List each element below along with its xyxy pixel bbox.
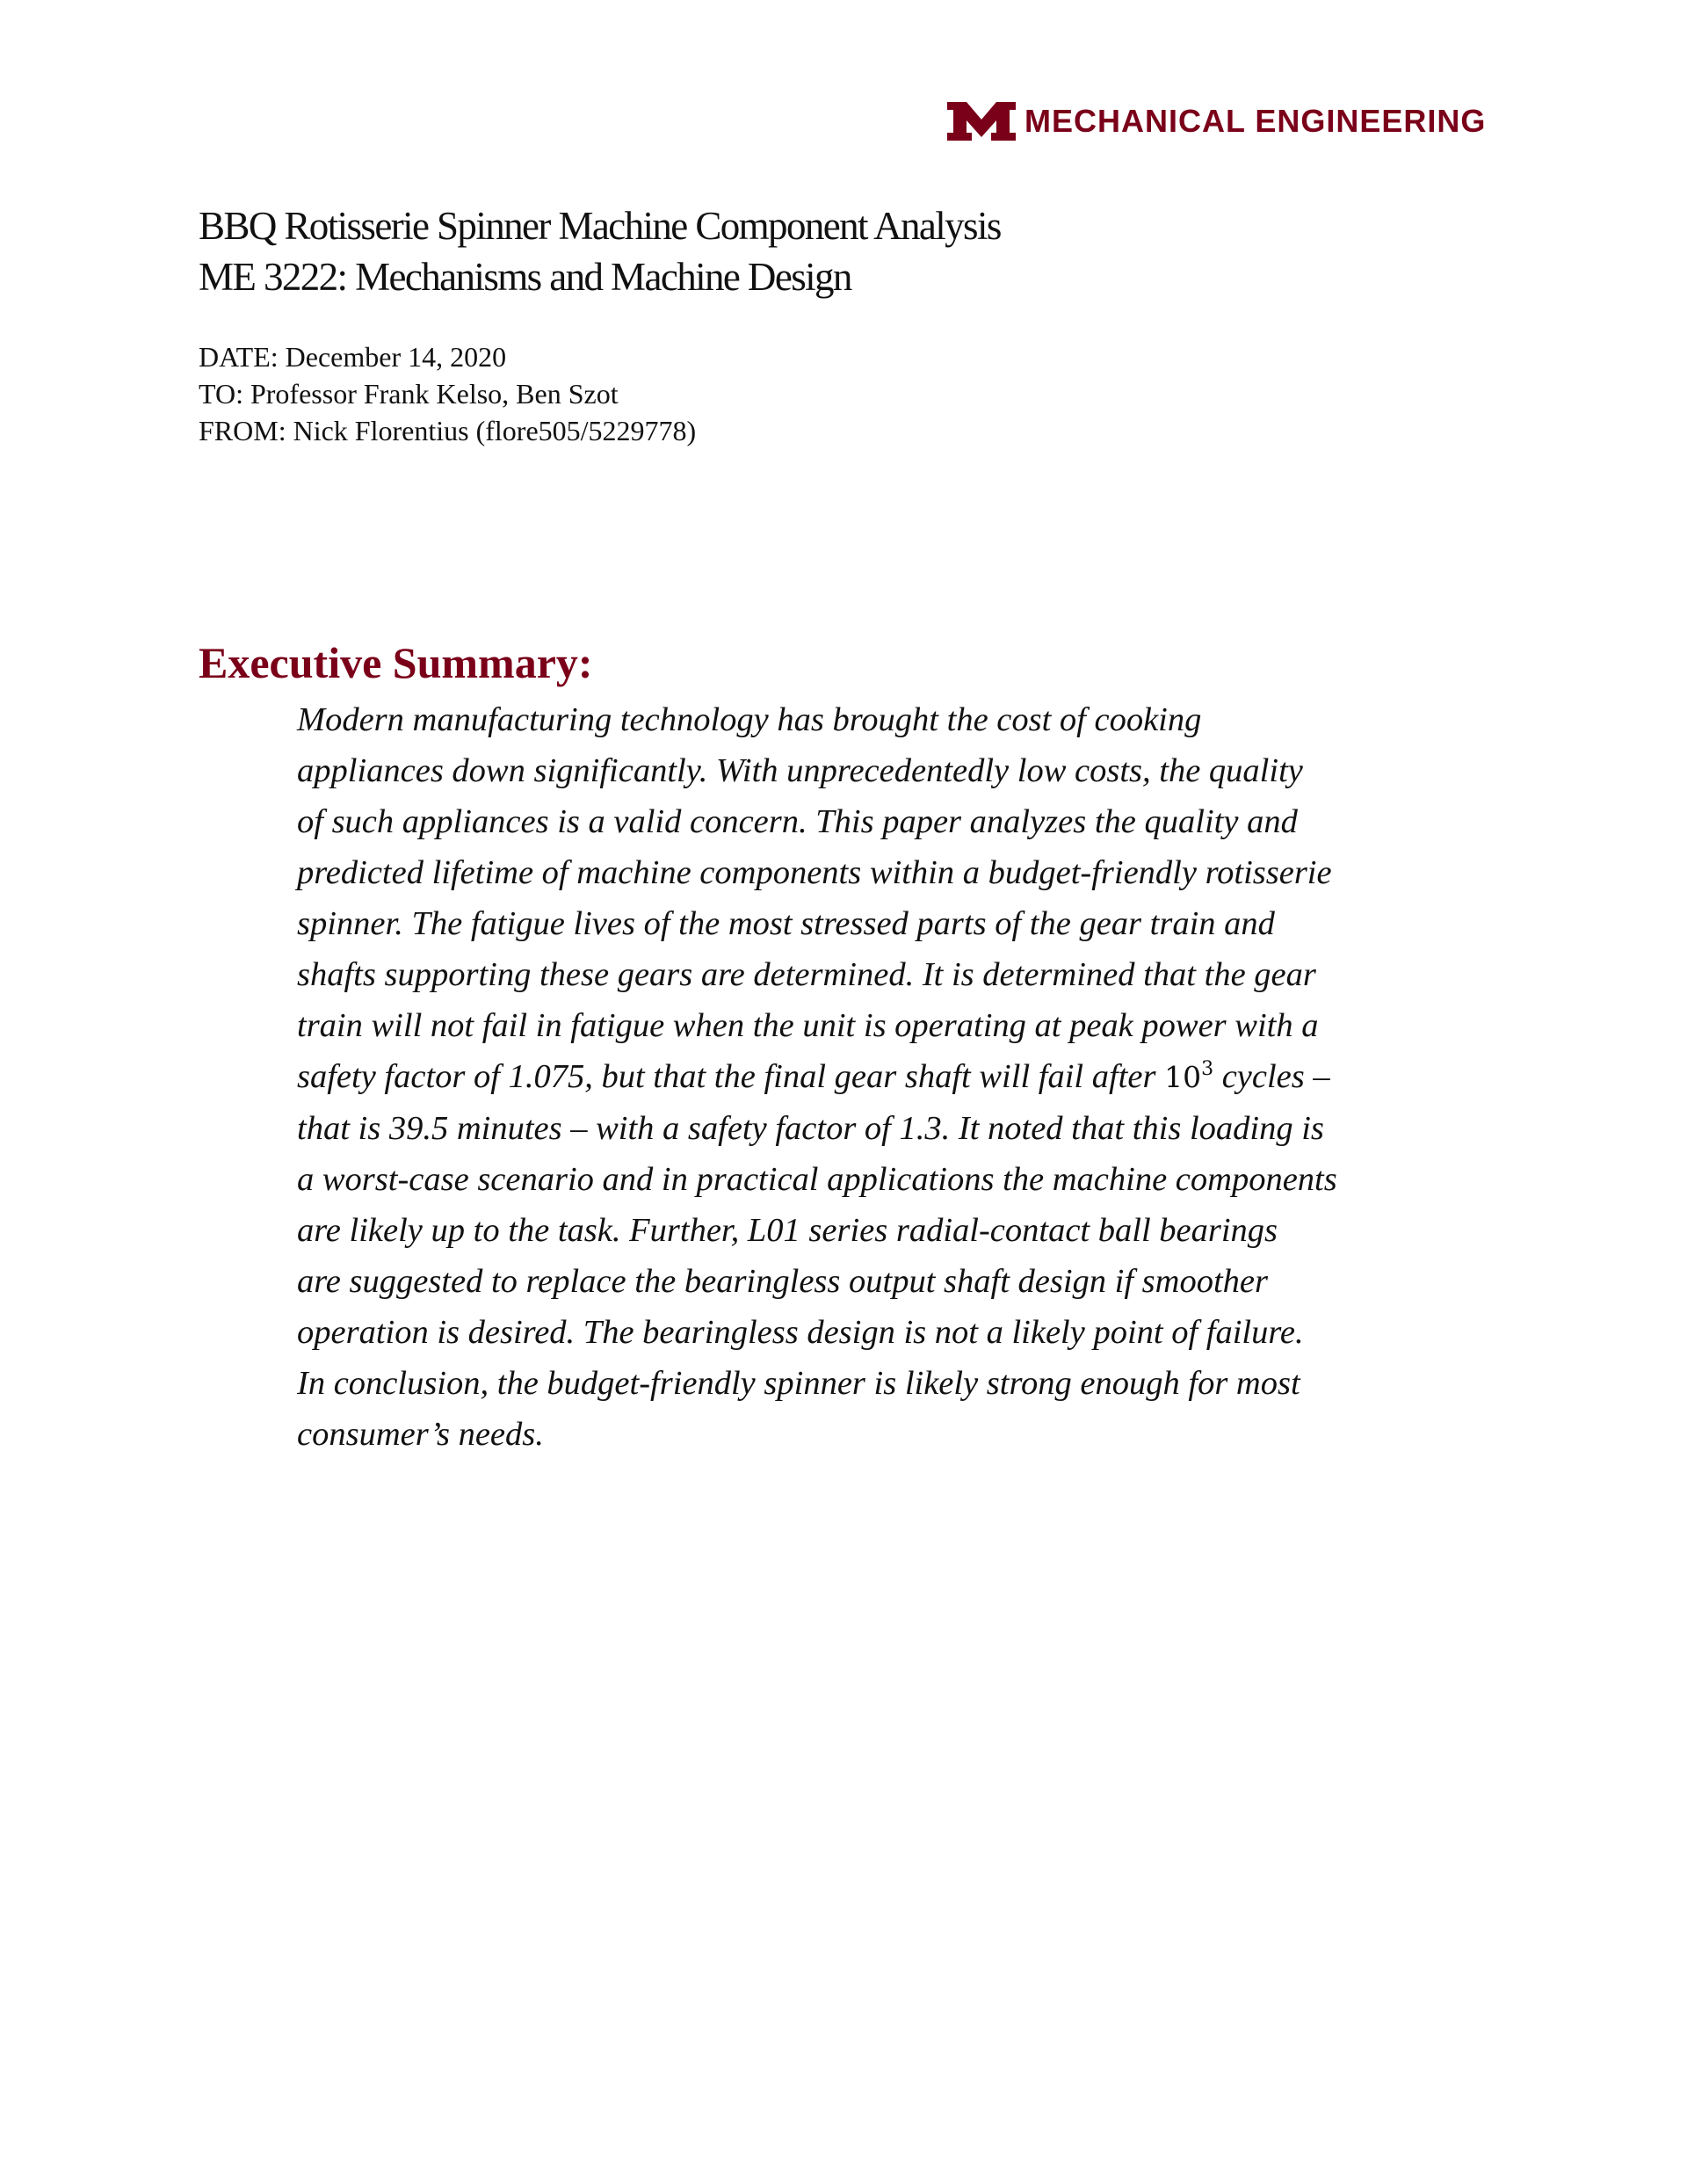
memo-header [199, 338, 696, 449]
summary-line: consumer’s needs. [297, 1416, 544, 1453]
memo-to: TO: Professor Frank Kelso, Ben Szot [199, 378, 619, 410]
summary-text-segment: safety factor of 1.075, but that the final gear shaft will fail after [297, 1058, 1165, 1095]
summary-text-segment: cycles – [1213, 1058, 1330, 1095]
title-block [199, 200, 1001, 302]
executive-summary-heading: Executive Summary: [199, 638, 593, 687]
summary-line: shafts supporting these gears are determined. It is determined that the gear [297, 956, 1316, 993]
cycles-exponent: 3 [1201, 1058, 1214, 1080]
department-logo [945, 98, 1486, 144]
department-name: MECHANICAL ENGINEERING [1025, 103, 1487, 139]
summary-line: appliances down significantly. With unprecedentedly low costs, the quality [297, 752, 1303, 789]
cycles-base: 10 [1164, 1060, 1202, 1094]
logo-m-shape [947, 102, 1016, 141]
memo-date: DATE: December 14, 2020 [199, 341, 507, 373]
summary-line: Modern manufacturing technology has brought the cost of cooking [297, 701, 1202, 738]
summary-line: In conclusion, the budget-friendly spinner is likely strong enough for most [297, 1365, 1300, 1402]
university-m-logo-icon [945, 102, 1017, 141]
summary-line-cycles [297, 1051, 1527, 1103]
report-title: BBQ Rotisserie Spinner Machine Component Analysis [199, 204, 1001, 248]
course-title: ME 3222: Mechanisms and Machine Design [199, 255, 851, 299]
summary-line: of such appliances is a valid concern. This paper analyzes the quality and [297, 803, 1298, 840]
summary-line: are likely up to the task. Further, L01 series radial-contact ball bearings [297, 1212, 1278, 1249]
executive-summary-body [297, 694, 1527, 1460]
cycles-exponent-term [1164, 1060, 1213, 1094]
summary-line: that is 39.5 minutes – with a safety factor of 1.3. It noted that this loading is [297, 1110, 1324, 1147]
memo-from: FROM: Nick Florentius (flore505/5229778) [199, 415, 697, 446]
summary-line: train will not fail in fatigue when the unit is operating at peak power with a [297, 1007, 1319, 1044]
summary-line: are suggested to replace the bearingless output shaft design if smoother [297, 1263, 1268, 1300]
summary-line: operation is desired. The bearingless design is not a likely point of failure. [297, 1314, 1304, 1351]
summary-line: predicted lifetime of machine components within a budget-friendly rotisserie [297, 854, 1332, 891]
summary-line: a worst-case scenario and in practical applications the machine components [297, 1161, 1337, 1198]
summary-line: spinner. The fatigue lives of the most stressed parts of the gear train and [297, 905, 1275, 942]
